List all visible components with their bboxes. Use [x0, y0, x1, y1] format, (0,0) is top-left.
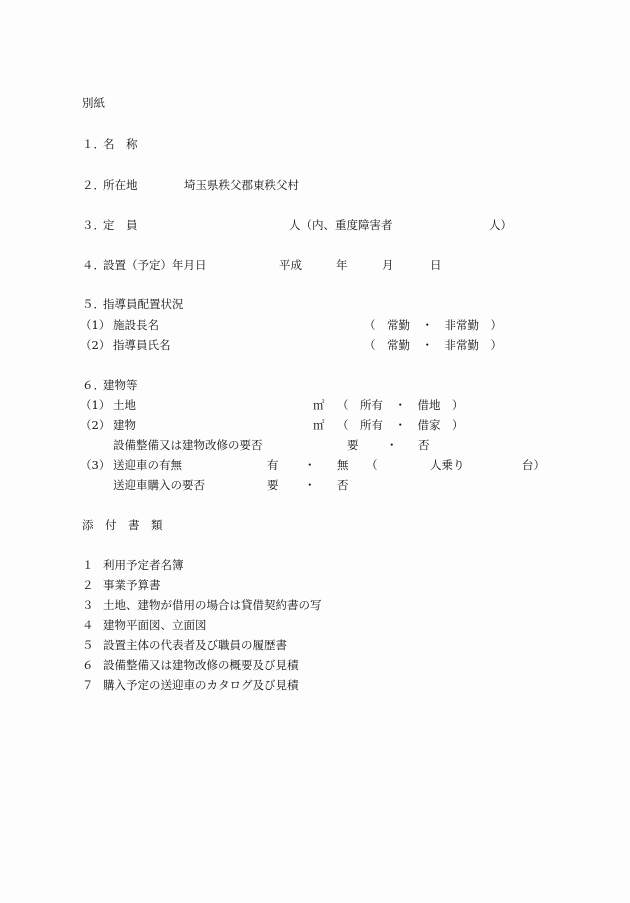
section-1-label: 名 称	[103, 137, 138, 151]
land-options: （ 所有 ・ 借地 ）	[337, 398, 464, 412]
building-options: （ 所有 ・ 借家 ）	[337, 418, 464, 432]
vehicle-paren-open: （	[366, 458, 378, 472]
purchase-dot: ・	[304, 478, 316, 492]
section-5-row-1-label: 施設長名	[113, 318, 159, 332]
attachment-5-text: 設置主体の代表者及び職員の履歴書	[103, 638, 287, 652]
section-6-title: 建物等	[103, 378, 138, 392]
vehicle-capacity: 人乗り	[430, 458, 465, 472]
attachment-2-text: 事業予算書	[103, 578, 161, 592]
attachments-title: 添 付 書 類	[82, 518, 163, 532]
vehicle-no: 無	[337, 458, 349, 472]
header-label: 別紙	[82, 96, 105, 110]
attachment-4-text: 建物平面図、立面図	[103, 618, 207, 632]
attachment-2-number: ２	[82, 578, 94, 592]
attachment-5-number: ５	[82, 638, 94, 652]
attachment-7-number: ７	[82, 678, 94, 692]
land-unit: ㎡	[313, 398, 325, 412]
land-label: 土地	[113, 398, 136, 412]
attachment-6-text: 設備整備又は建物改修の概要及び見積	[103, 658, 299, 672]
vehicle-yes: 有	[267, 458, 279, 472]
building-label: 建物	[113, 418, 136, 432]
attachment-3-text: 土地、建物が借用の場合は貸借契約書の写	[103, 598, 322, 612]
section-4-label: 設置（予定）年月日	[103, 258, 207, 272]
section-3-unit-close: 人）	[489, 218, 512, 232]
renovation-dot: ・	[386, 438, 398, 452]
building-unit: ㎡	[313, 418, 325, 432]
section-4-day: 日	[430, 258, 442, 272]
land-number: （1）	[80, 398, 111, 412]
section-2-number: ２．	[82, 178, 105, 192]
section-5-number: ５．	[82, 297, 105, 311]
renovation-label: 設備整備又は建物改修の要否	[113, 438, 263, 452]
section-4-number: ４．	[82, 258, 105, 272]
section-5-row-1-number: （1）	[80, 318, 111, 332]
attachment-6-number: ６	[82, 658, 94, 672]
section-3-unit: 人（内、重度障害者	[289, 218, 393, 232]
section-5-row-2-label: 指導員氏名	[113, 338, 171, 352]
section-2-value: 埼玉県秩父郡東秩父村	[184, 178, 299, 192]
vehicle-number: （3）	[80, 458, 111, 472]
section-4-era: 平成	[279, 258, 302, 272]
section-5-title: 指導員配置状況	[103, 297, 184, 311]
renovation-yes: 要	[347, 438, 359, 452]
vehicle-count: 台）	[522, 458, 545, 472]
section-5-row-1-options: （ 常勤 ・ 非常勤 ）	[364, 318, 502, 332]
section-6-number: ６．	[82, 378, 105, 392]
building-number: （2）	[80, 418, 111, 432]
section-3-label: 定 員	[103, 218, 138, 232]
section-5-row-2-options: （ 常勤 ・ 非常勤 ）	[364, 338, 502, 352]
attachment-3-number: ３	[82, 598, 94, 612]
renovation-no: 否	[418, 438, 430, 452]
attachment-4-number: ４	[82, 618, 94, 632]
attachment-1-text: 利用予定者名簿	[103, 558, 184, 572]
attachment-7-text: 購入予定の送迎車のカタログ及び見積	[103, 678, 299, 692]
section-5-row-2-number: （2）	[80, 338, 111, 352]
section-1-number: １．	[82, 137, 105, 151]
purchase-yes: 要	[267, 478, 279, 492]
section-4-month: 月	[382, 258, 394, 272]
purchase-label: 送迎車購入の要否	[113, 478, 205, 492]
purchase-no: 否	[337, 478, 349, 492]
section-2-label: 所在地	[103, 178, 138, 192]
vehicle-label: 送迎車の有無	[113, 458, 182, 472]
attachment-1-number: １	[82, 558, 94, 572]
section-3-number: ３．	[82, 218, 105, 232]
vehicle-dot: ・	[304, 458, 316, 472]
section-4-year: 年	[336, 258, 348, 272]
